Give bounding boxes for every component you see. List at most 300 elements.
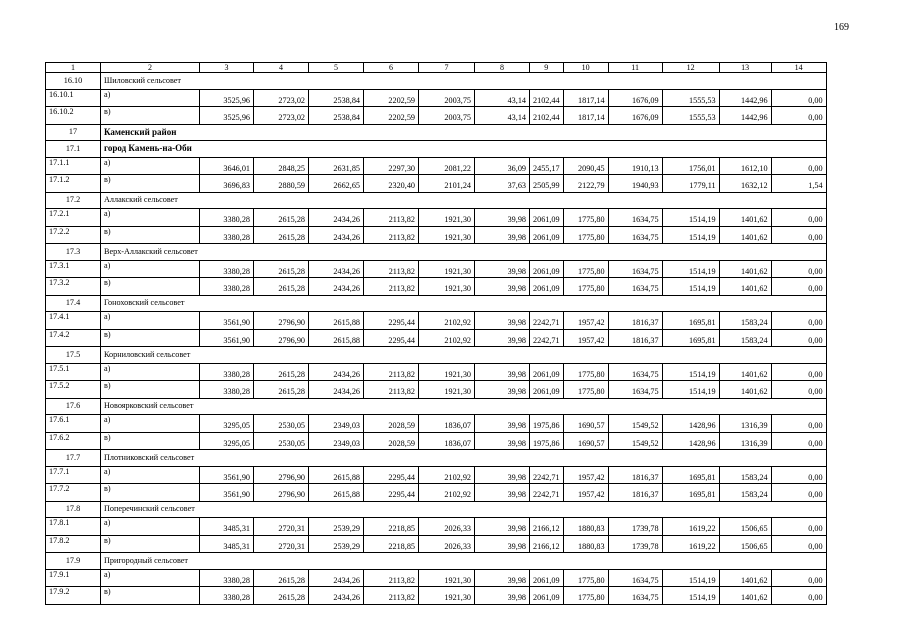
section-row (46, 295, 827, 312)
table-cell: 2723,02 (254, 107, 309, 125)
section-title: Аллакский сельсовет (101, 192, 827, 209)
tariff-table (45, 62, 827, 605)
table-cell: 1514,19 (662, 209, 719, 227)
table-cell: 1921,30 (419, 569, 475, 587)
table-cell: 2434,26 (309, 587, 364, 605)
table-cell: 1775,80 (563, 363, 608, 381)
row-label: а) (101, 260, 200, 278)
table-cell: 1775,80 (563, 260, 608, 278)
table-cell: 1612,10 (719, 157, 771, 175)
row-code: 17.9.1 (46, 569, 101, 587)
table-cell: 1739,78 (608, 518, 662, 536)
table-cell: 1632,12 (719, 175, 771, 193)
table-cell: 39,98 (475, 484, 530, 502)
column-header: 9 (530, 63, 564, 73)
section-row (46, 501, 827, 518)
row-code: 16.10.2 (46, 107, 101, 125)
table-cell: 2615,88 (309, 329, 364, 347)
row-label: в) (101, 432, 200, 450)
section-row (46, 73, 827, 90)
table-cell: 1583,24 (719, 466, 771, 484)
table-cell: 2113,82 (364, 569, 419, 587)
table-row (46, 107, 827, 125)
table-cell: 36,09 (475, 157, 530, 175)
table-cell: 43,14 (475, 107, 530, 125)
table-cell: 2113,82 (364, 260, 419, 278)
table-cell: 3696,83 (200, 175, 254, 193)
table-cell: 1514,19 (662, 363, 719, 381)
table-row (46, 569, 827, 587)
table-cell: 1921,30 (419, 278, 475, 296)
table-cell: 1695,81 (662, 312, 719, 330)
table-cell: 3561,90 (200, 484, 254, 502)
table-row (46, 260, 827, 278)
table-cell: 1676,09 (608, 89, 662, 107)
table-cell: 1880,83 (563, 535, 608, 553)
table-cell: 2615,28 (254, 587, 309, 605)
row-code: 17.1.1 (46, 157, 101, 175)
table-cell: 2434,26 (309, 226, 364, 244)
table-cell: 2455,17 (530, 157, 564, 175)
table-cell: 2796,90 (254, 484, 309, 502)
row-code: 17.5.1 (46, 363, 101, 381)
row-label: а) (101, 363, 200, 381)
section-code: 17.8 (46, 501, 101, 518)
row-code: 17.1.2 (46, 175, 101, 193)
table-row (46, 89, 827, 107)
table-cell: 1634,75 (608, 260, 662, 278)
table-cell: 2122,79 (563, 175, 608, 193)
table-cell: 2113,82 (364, 226, 419, 244)
row-label: а) (101, 209, 200, 227)
table-cell: 1816,37 (608, 329, 662, 347)
table-cell: 2166,12 (530, 535, 564, 553)
table-cell: 1975,86 (530, 415, 564, 433)
table-cell: 1428,96 (662, 415, 719, 433)
table-cell: 1739,78 (608, 535, 662, 553)
table-cell: 1401,62 (719, 381, 771, 399)
table-cell: 3525,96 (200, 89, 254, 107)
table-row (46, 415, 827, 433)
table-cell: 2615,28 (254, 381, 309, 399)
table-cell: 1817,14 (563, 107, 608, 125)
table-cell: 1401,62 (719, 363, 771, 381)
table-cell: 1816,37 (608, 466, 662, 484)
table-cell: 1514,19 (662, 278, 719, 296)
row-code: 17.7.2 (46, 484, 101, 502)
column-header: 2 (101, 63, 200, 73)
table-row (46, 209, 827, 227)
table-cell: 1775,80 (563, 209, 608, 227)
table-cell: 2102,92 (419, 329, 475, 347)
table-cell: 1442,96 (719, 89, 771, 107)
table-cell: 2113,82 (364, 278, 419, 296)
table-cell: 2028,59 (364, 432, 419, 450)
table-cell: 0,00 (771, 157, 826, 175)
table-cell: 0,00 (771, 278, 826, 296)
column-header: 7 (419, 63, 475, 73)
table-cell: 3380,28 (200, 587, 254, 605)
table-row (46, 329, 827, 347)
table-cell: 2026,33 (419, 518, 475, 536)
table-cell: 2061,09 (530, 381, 564, 399)
table-cell: 3380,28 (200, 381, 254, 399)
table-cell: 1401,62 (719, 226, 771, 244)
table-cell: 2615,88 (309, 312, 364, 330)
table-row (46, 587, 827, 605)
row-label: в) (101, 226, 200, 244)
table-cell: 2723,02 (254, 89, 309, 107)
table-cell: 0,00 (771, 226, 826, 244)
table-cell: 2061,09 (530, 226, 564, 244)
table-cell: 1775,80 (563, 569, 608, 587)
table-cell: 1514,19 (662, 569, 719, 587)
table-cell: 39,98 (475, 535, 530, 553)
table-cell: 1555,53 (662, 89, 719, 107)
table-cell: 1756,01 (662, 157, 719, 175)
row-label: в) (101, 484, 200, 502)
table-cell: 1401,62 (719, 209, 771, 227)
table-cell: 2295,44 (364, 484, 419, 502)
section-title: Каменский район (101, 124, 827, 141)
table-cell: 1401,62 (719, 587, 771, 605)
table-cell: 2349,03 (309, 415, 364, 433)
section-code: 17.6 (46, 398, 101, 415)
table-cell: 2297,30 (364, 157, 419, 175)
table-cell: 37,63 (475, 175, 530, 193)
table-cell: 39,98 (475, 587, 530, 605)
table-cell: 0,00 (771, 484, 826, 502)
table-cell: 2218,85 (364, 518, 419, 536)
table-cell: 2530,05 (254, 432, 309, 450)
table-cell: 3561,90 (200, 329, 254, 347)
table-row (46, 432, 827, 450)
table-cell: 2538,84 (309, 107, 364, 125)
table-cell: 2539,29 (309, 535, 364, 553)
table-cell: 2218,85 (364, 535, 419, 553)
table-cell: 2720,31 (254, 518, 309, 536)
table-cell: 1775,80 (563, 226, 608, 244)
section-code: 17.7 (46, 450, 101, 467)
row-code: 17.8.1 (46, 518, 101, 536)
table-cell: 0,00 (771, 363, 826, 381)
table-cell: 39,98 (475, 278, 530, 296)
table-row (46, 312, 827, 330)
table-cell: 0,00 (771, 209, 826, 227)
row-code: 16.10.1 (46, 89, 101, 107)
table-row (46, 175, 827, 193)
table-cell: 1634,75 (608, 363, 662, 381)
row-label: а) (101, 157, 200, 175)
table-cell: 1690,57 (563, 415, 608, 433)
table-cell: 1401,62 (719, 569, 771, 587)
section-code: 17.3 (46, 244, 101, 261)
table-cell: 2113,82 (364, 587, 419, 605)
row-code: 17.4.1 (46, 312, 101, 330)
table-cell: 1583,24 (719, 329, 771, 347)
table-cell: 39,98 (475, 226, 530, 244)
table-cell: 2081,22 (419, 157, 475, 175)
table-cell: 39,98 (475, 569, 530, 587)
table-cell: 2434,26 (309, 278, 364, 296)
column-header: 11 (608, 63, 662, 73)
table-cell: 1514,19 (662, 260, 719, 278)
table-cell: 2349,03 (309, 432, 364, 450)
table-cell: 2061,09 (530, 278, 564, 296)
table-cell: 1940,93 (608, 175, 662, 193)
table-cell: 1836,07 (419, 415, 475, 433)
table-cell: 2539,29 (309, 518, 364, 536)
table-cell: 3485,31 (200, 535, 254, 553)
table-cell: 0,00 (771, 432, 826, 450)
row-label: а) (101, 466, 200, 484)
row-label: в) (101, 175, 200, 193)
table-cell: 2061,09 (530, 569, 564, 587)
table-cell: 1921,30 (419, 209, 475, 227)
table-cell: 2796,90 (254, 329, 309, 347)
table-cell: 2101,24 (419, 175, 475, 193)
table-cell: 2530,05 (254, 415, 309, 433)
table-cell: 1634,75 (608, 278, 662, 296)
row-label: а) (101, 518, 200, 536)
table-cell: 2434,26 (309, 363, 364, 381)
table-cell: 0,00 (771, 329, 826, 347)
table-cell: 2061,09 (530, 587, 564, 605)
row-code: 17.8.2 (46, 535, 101, 553)
table-cell: 3380,28 (200, 260, 254, 278)
row-code: 17.6.2 (46, 432, 101, 450)
table-row (46, 466, 827, 484)
row-code: 17.2.1 (46, 209, 101, 227)
table-cell: 1817,14 (563, 89, 608, 107)
row-code: 17.6.1 (46, 415, 101, 433)
table-cell: 2102,44 (530, 107, 564, 125)
section-code: 17 (46, 124, 101, 141)
table-cell: 2166,12 (530, 518, 564, 536)
table-cell: 0,00 (771, 466, 826, 484)
table-cell: 2615,28 (254, 260, 309, 278)
table-cell: 3485,31 (200, 518, 254, 536)
column-header: 13 (719, 63, 771, 73)
table-cell: 3380,28 (200, 226, 254, 244)
table-cell: 3561,90 (200, 466, 254, 484)
page-number: 169 (834, 22, 849, 33)
section-row (46, 244, 827, 261)
table-cell: 1619,22 (662, 518, 719, 536)
table-cell: 1401,62 (719, 278, 771, 296)
row-label: в) (101, 278, 200, 296)
section-title: Пригородный сельсовет (101, 553, 827, 570)
table-cell: 2615,28 (254, 278, 309, 296)
row-code: 17.4.2 (46, 329, 101, 347)
table-cell: 2242,71 (530, 329, 564, 347)
table-row (46, 226, 827, 244)
table-cell: 1695,81 (662, 484, 719, 502)
table-cell: 2538,84 (309, 89, 364, 107)
table-cell: 1514,19 (662, 381, 719, 399)
table-cell: 1880,83 (563, 518, 608, 536)
table-cell: 2061,09 (530, 260, 564, 278)
table-cell: 2028,59 (364, 415, 419, 433)
section-code: 17.5 (46, 347, 101, 364)
table-cell: 0,00 (771, 107, 826, 125)
section-title: город Камень-на-Оби (101, 141, 827, 158)
table-cell: 43,14 (475, 89, 530, 107)
section-code: 17.4 (46, 295, 101, 312)
column-header: 3 (200, 63, 254, 73)
table-cell: 1957,42 (563, 312, 608, 330)
table-row (46, 278, 827, 296)
table-cell: 39,98 (475, 466, 530, 484)
table-row (46, 157, 827, 175)
table-cell: 0,00 (771, 312, 826, 330)
row-label: а) (101, 569, 200, 587)
table-cell: 1634,75 (608, 381, 662, 399)
table-cell: 2631,85 (309, 157, 364, 175)
column-header: 5 (309, 63, 364, 73)
table-cell: 1583,24 (719, 484, 771, 502)
section-row (46, 141, 827, 158)
table-cell: 2434,26 (309, 381, 364, 399)
row-code: 17.2.2 (46, 226, 101, 244)
table-cell: 2102,92 (419, 466, 475, 484)
table-cell: 1634,75 (608, 569, 662, 587)
table-cell: 2113,82 (364, 209, 419, 227)
table-cell: 1514,19 (662, 587, 719, 605)
table-cell: 0,00 (771, 518, 826, 536)
table-cell: 3561,90 (200, 312, 254, 330)
table-cell: 2102,44 (530, 89, 564, 107)
table-cell: 1957,42 (563, 484, 608, 502)
table-cell: 2434,26 (309, 209, 364, 227)
row-code: 17.9.2 (46, 587, 101, 605)
table-cell: 1921,30 (419, 260, 475, 278)
table-cell: 3380,28 (200, 209, 254, 227)
table-row (46, 363, 827, 381)
section-title: Верх-Аллакский сельсовет (101, 244, 827, 261)
table-cell: 2061,09 (530, 363, 564, 381)
table-cell: 1634,75 (608, 209, 662, 227)
table-cell: 0,00 (771, 535, 826, 553)
section-code: 17.1 (46, 141, 101, 158)
table-cell: 3380,28 (200, 278, 254, 296)
table-cell: 1506,65 (719, 535, 771, 553)
table-cell: 39,98 (475, 363, 530, 381)
table-cell: 1428,96 (662, 432, 719, 450)
column-header: 14 (771, 63, 826, 73)
row-code: 17.7.1 (46, 466, 101, 484)
table-row (46, 381, 827, 399)
table-cell: 39,98 (475, 329, 530, 347)
table-cell: 3380,28 (200, 569, 254, 587)
table-cell: 1634,75 (608, 587, 662, 605)
table-cell: 1583,24 (719, 312, 771, 330)
table-cell: 1,54 (771, 175, 826, 193)
table-cell: 2295,44 (364, 466, 419, 484)
table-cell: 39,98 (475, 209, 530, 227)
table-cell: 3295,05 (200, 415, 254, 433)
table-cell: 2061,09 (530, 209, 564, 227)
table-cell: 1634,75 (608, 226, 662, 244)
table-cell: 2434,26 (309, 260, 364, 278)
table-cell: 39,98 (475, 381, 530, 399)
table-cell: 1695,81 (662, 466, 719, 484)
table-cell: 0,00 (771, 587, 826, 605)
table-cell: 2615,88 (309, 466, 364, 484)
table-cell: 2880,59 (254, 175, 309, 193)
section-row (46, 450, 827, 467)
table-cell: 0,00 (771, 260, 826, 278)
section-code: 17.9 (46, 553, 101, 570)
table-cell: 1921,30 (419, 226, 475, 244)
row-code: 17.3.2 (46, 278, 101, 296)
table-cell: 1836,07 (419, 432, 475, 450)
table-cell: 1975,86 (530, 432, 564, 450)
column-header: 6 (364, 63, 419, 73)
section-row (46, 398, 827, 415)
table-header-row (46, 63, 827, 73)
table-cell: 2113,82 (364, 363, 419, 381)
table-cell: 2102,92 (419, 312, 475, 330)
table-cell: 3525,96 (200, 107, 254, 125)
table-cell: 2295,44 (364, 312, 419, 330)
table-cell: 1910,13 (608, 157, 662, 175)
table-cell: 0,00 (771, 89, 826, 107)
section-code: 16.10 (46, 73, 101, 90)
section-row (46, 553, 827, 570)
column-header: 10 (563, 63, 608, 73)
section-title: Корниловский сельсовет (101, 347, 827, 364)
table-cell: 2720,31 (254, 535, 309, 553)
section-title: Шиловский сельсовет (101, 73, 827, 90)
table-cell: 2434,26 (309, 569, 364, 587)
table-cell: 2242,71 (530, 312, 564, 330)
table-cell: 0,00 (771, 415, 826, 433)
table-cell: 1619,22 (662, 535, 719, 553)
column-header: 1 (46, 63, 101, 73)
table-cell: 0,00 (771, 381, 826, 399)
table-cell: 39,98 (475, 312, 530, 330)
row-code: 17.5.2 (46, 381, 101, 399)
section-title: Поперечинский сельсовет (101, 501, 827, 518)
row-label: в) (101, 329, 200, 347)
table-cell: 1555,53 (662, 107, 719, 125)
table-cell: 2615,28 (254, 226, 309, 244)
table-cell: 1775,80 (563, 278, 608, 296)
table-cell: 1442,96 (719, 107, 771, 125)
table-cell: 1514,19 (662, 226, 719, 244)
row-label: в) (101, 535, 200, 553)
table-cell: 1549,52 (608, 415, 662, 433)
table-cell: 1695,81 (662, 329, 719, 347)
table-cell: 2202,59 (364, 107, 419, 125)
row-label: в) (101, 107, 200, 125)
table-cell: 2295,44 (364, 329, 419, 347)
section-row (46, 124, 827, 141)
section-title: Новоярковский сельсовет (101, 398, 827, 415)
table-cell: 2242,71 (530, 484, 564, 502)
table-cell: 39,98 (475, 260, 530, 278)
table-cell: 1549,52 (608, 432, 662, 450)
table-cell: 2848,25 (254, 157, 309, 175)
table-cell: 1779,11 (662, 175, 719, 193)
table-cell: 0,00 (771, 569, 826, 587)
section-code: 17.2 (46, 192, 101, 209)
column-header: 12 (662, 63, 719, 73)
section-title: Гоноховский сельсовет (101, 295, 827, 312)
table-cell: 39,98 (475, 432, 530, 450)
table-cell: 2026,33 (419, 535, 475, 553)
